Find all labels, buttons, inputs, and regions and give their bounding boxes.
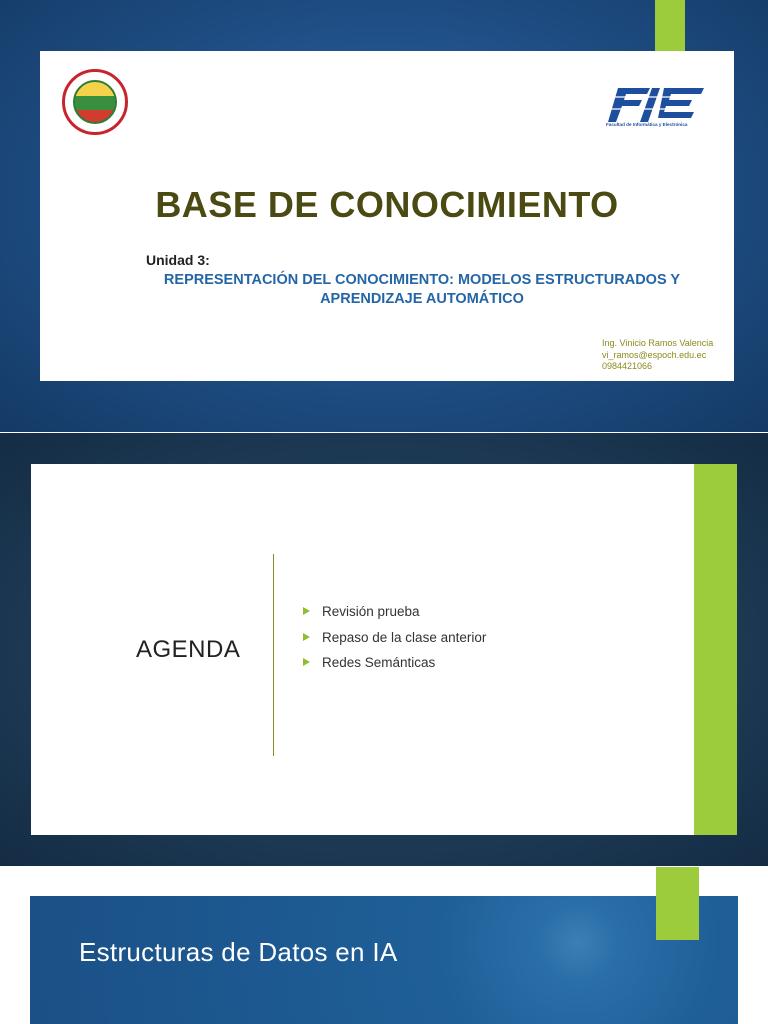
presentation-title: BASE DE CONOCIMIENTO <box>155 184 619 225</box>
triangle-bullet-icon <box>303 658 310 666</box>
title-slide <box>0 0 768 432</box>
triangle-bullet-icon <box>303 633 310 641</box>
agenda-item <box>303 655 486 681</box>
accent-bar <box>656 867 699 940</box>
agenda-item <box>303 604 486 630</box>
subtitle-line-1: REPRESENTACIÓN DEL CONOCIMIENTO: MODELOS ESTRUCTURADOS Y <box>163 272 681 288</box>
agenda-item-label: Revisión prueba <box>322 604 420 619</box>
accent-bar <box>694 464 737 835</box>
unit-subtitle <box>144 271 700 309</box>
section-title: Estructuras de Datos en IA <box>79 937 398 967</box>
fie-logo <box>604 84 730 128</box>
agenda-slide <box>0 433 768 866</box>
title-panel <box>40 51 734 381</box>
unit-label: Unidad 3: <box>146 252 210 268</box>
author-name: Ing. Vinicio Ramos Valencia <box>602 338 714 348</box>
agenda-title: AGENDA <box>136 636 241 663</box>
vertical-divider <box>273 554 274 756</box>
agenda-list <box>303 604 486 681</box>
author-block <box>602 338 713 373</box>
author-email: vi_ramos@espoch.edu.ec <box>602 349 707 360</box>
seal-emblem <box>73 80 117 124</box>
section-slide <box>0 867 768 1024</box>
agenda-item <box>303 630 486 656</box>
triangle-bullet-icon <box>303 607 310 615</box>
fie-caption: Facultad de Informática y Electrónica <box>606 122 688 127</box>
author-phone: 0984421066 <box>602 361 653 371</box>
subtitle-line-2: APRENDIZAJE AUTOMÁTICO <box>320 291 524 307</box>
agenda-item-label: Redes Semánticas <box>322 655 436 670</box>
agenda-item-label: Repaso de la clase anterior <box>322 629 487 645</box>
espoch-seal-logo <box>62 69 128 135</box>
